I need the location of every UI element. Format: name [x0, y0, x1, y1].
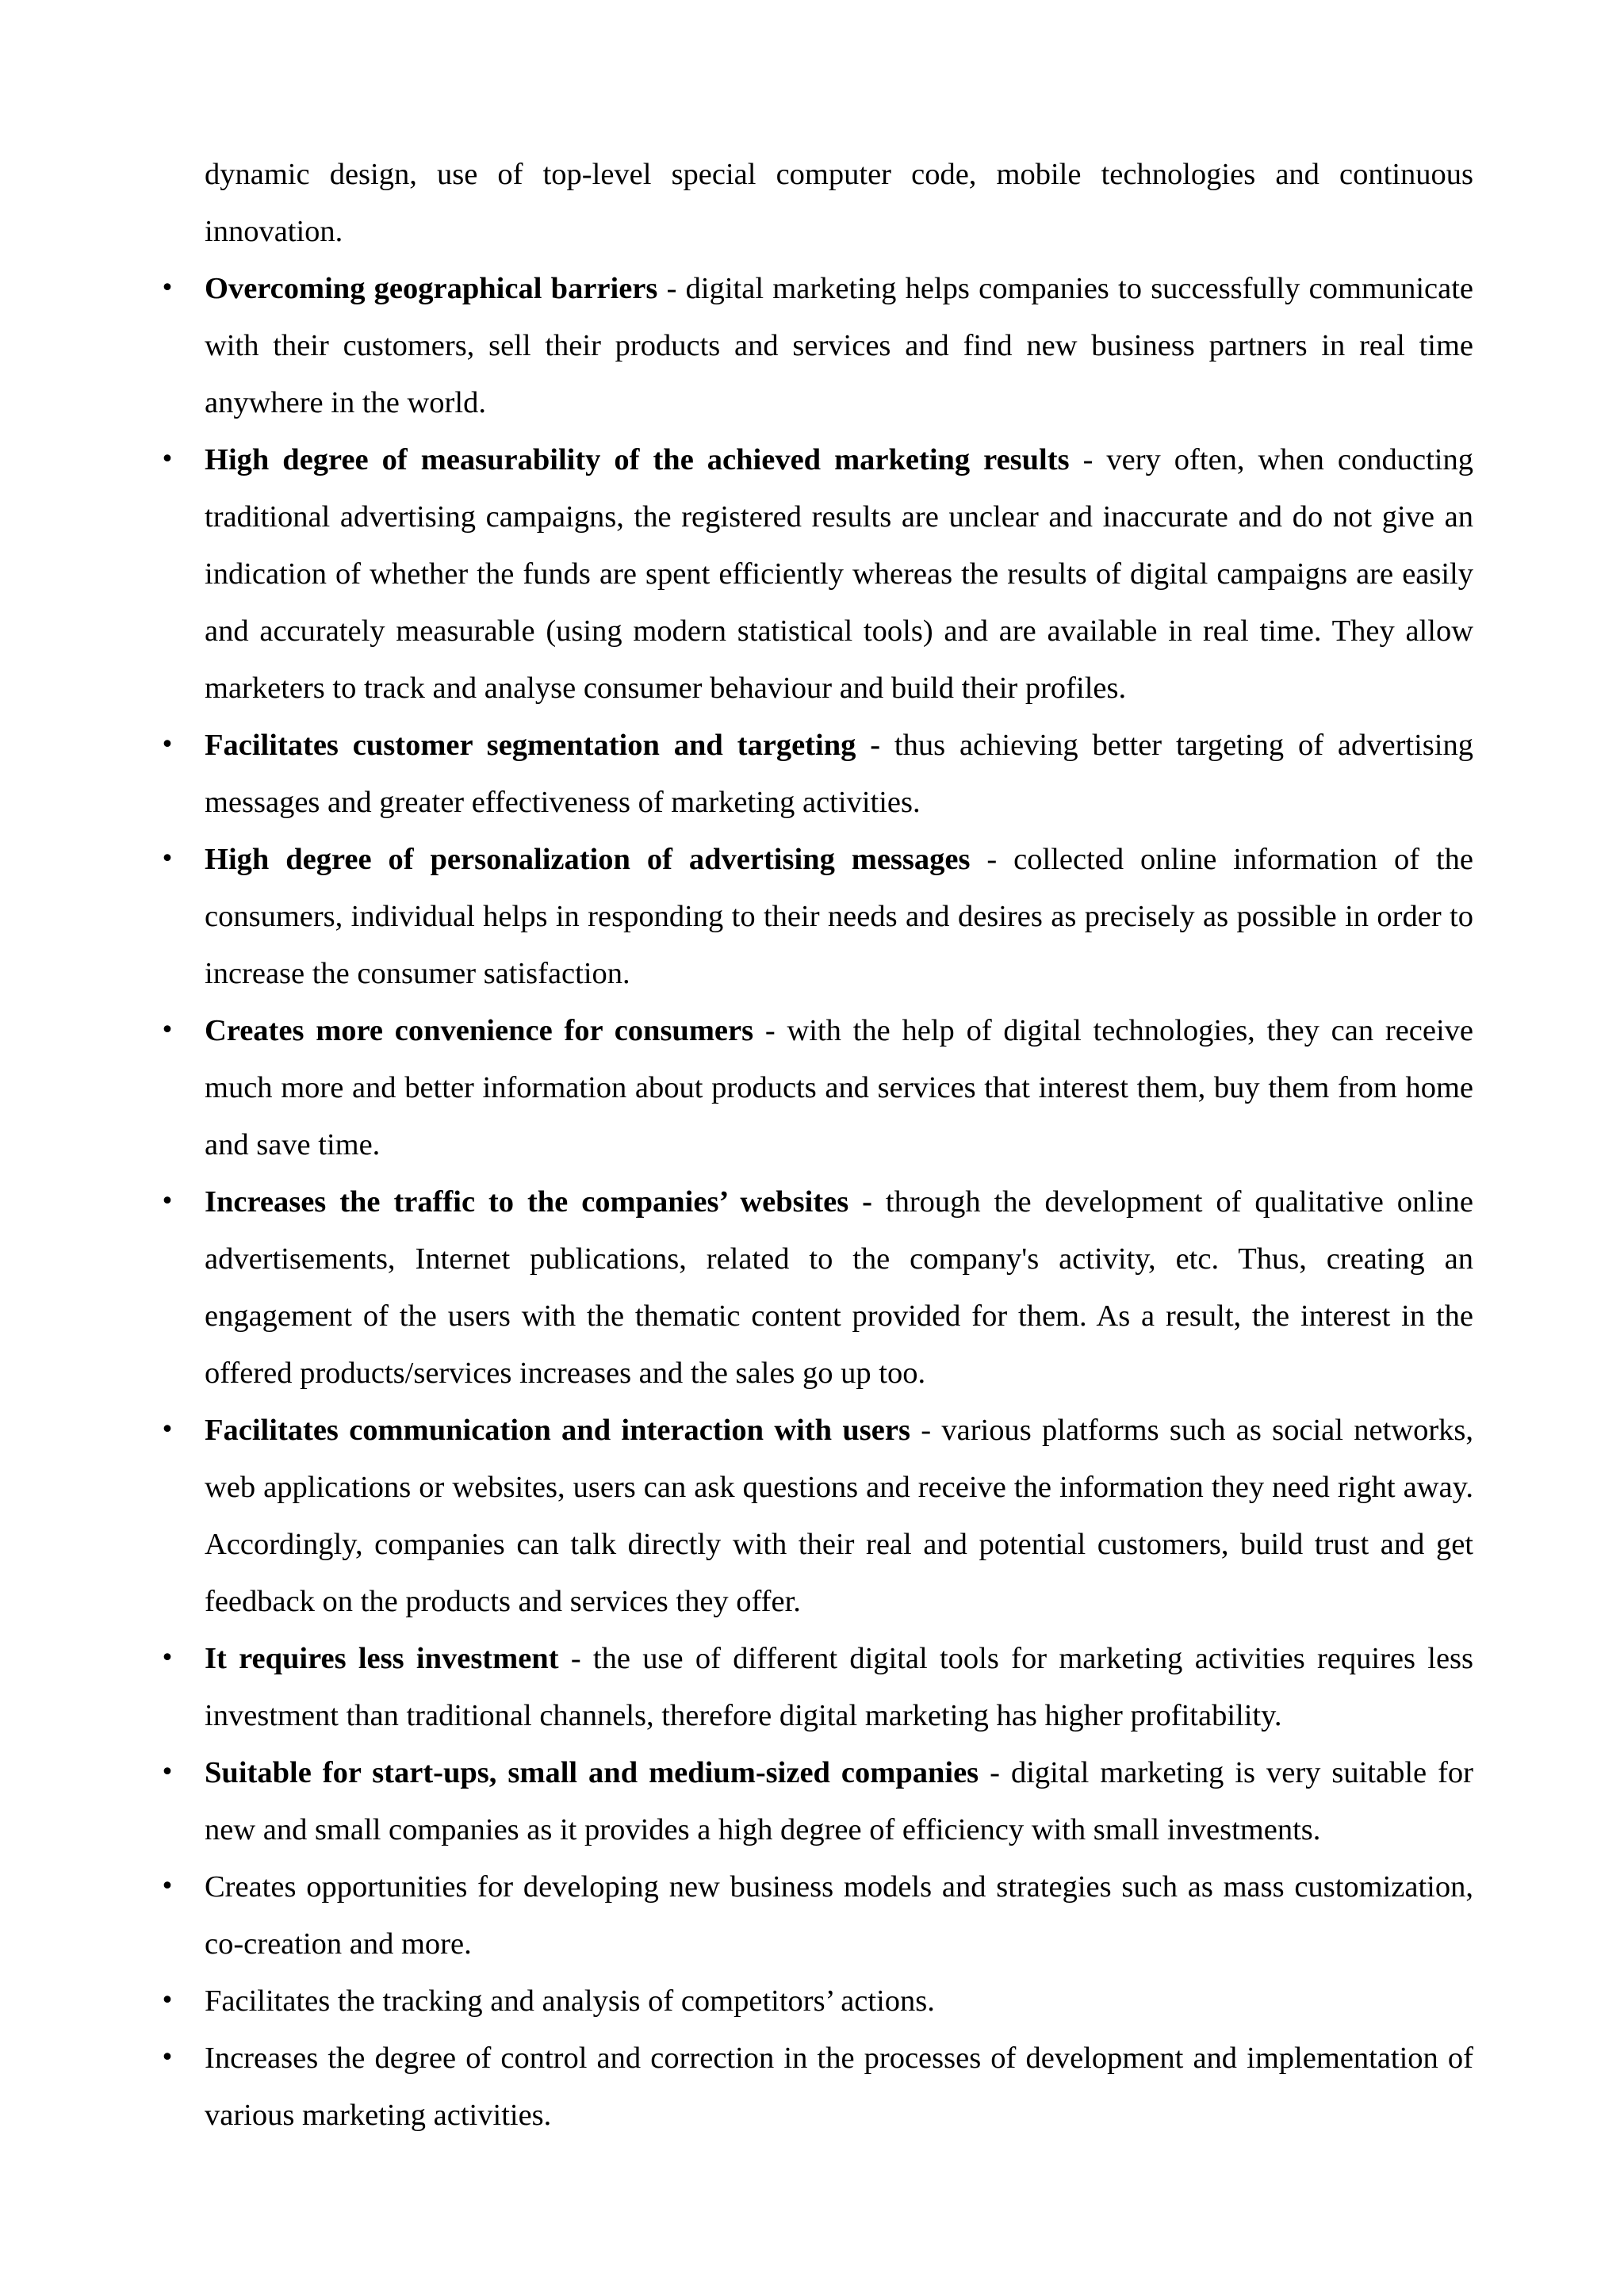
item-text: - with the help of digital technologies, they can receive much more and better information about products and services that interest them, buy them from home and save time. — [205, 1014, 1473, 1161]
list-item — [0, 831, 1624, 1002]
item-term: Facilitates customer segmentation and targeting - — [205, 729, 881, 762]
bullet-icon: • — [160, 1016, 174, 1044]
bullet-icon: • — [160, 845, 174, 873]
item-term: High degree of personalization of advertising messages — [205, 843, 971, 876]
item-text: - collected online information of the consumers, individual helps in responding to their needs and desires as precisely as possible in order to increase the consumer satisfaction. — [205, 843, 1473, 990]
list-item — [0, 1173, 1624, 1402]
item-text: thus achieving better targeting of advertising messages and greater effectiveness of marketing activities. — [205, 729, 1473, 819]
list-item — [0, 2030, 1624, 2144]
list-item — [0, 1002, 1624, 1173]
list-item — [0, 1973, 1624, 2030]
item-text: - various platforms such as social networks, web applications or websites, users can ask questions and receive the information they need right away. Accordingly, companies can talk directly with their real and potential customers, build trust and get feedback on the products and services they offer. — [205, 1414, 1473, 1618]
bullet-icon: • — [160, 2044, 174, 2072]
item-term: Creates more convenience for consumers — [205, 1014, 754, 1047]
lead-paragraph: dynamic design, use of top-level special computer code, mobile technologies and continuous innovation. — [205, 158, 1473, 248]
bullet-icon: • — [160, 274, 174, 302]
item-text: Increases the degree of control and correction in the processes of development and implementation of various marketing activities. — [205, 2042, 1473, 2132]
bullet-icon: • — [160, 446, 174, 473]
item-term: Overcoming geographical barriers — [205, 272, 658, 305]
list-item — [0, 717, 1624, 831]
list-item — [0, 1744, 1624, 1858]
list-item — [0, 1858, 1624, 1973]
item-text: - digital marketing helps companies to successfully communicate with their customers, sell their products and services and find new business partners in real time anywhere in the world. — [205, 272, 1473, 419]
bullet-icon: • — [160, 1416, 174, 1444]
item-text: - digital marketing is very suitable for new and small companies as it provides a high degree of efficiency with small investments. — [205, 1756, 1473, 1846]
item-term: It requires less investment — [205, 1642, 559, 1675]
item-text: Facilitates the tracking and analysis of competitors’ actions. — [205, 1984, 935, 2018]
item-text: - the use of different digital tools for marketing activities requires less investment than traditional channels, therefore digital marketing has higher profitability. — [205, 1642, 1473, 1732]
bullet-icon: • — [160, 1758, 174, 1786]
list-item — [0, 1402, 1624, 1630]
benefits-list — [0, 260, 1624, 2144]
item-term: Increases the traffic to the companies’ websites - — [205, 1185, 872, 1219]
list-item — [0, 260, 1624, 431]
item-term: High degree of measurability of the achieved marketing results — [205, 443, 1070, 476]
bullet-icon: • — [160, 731, 174, 759]
bullet-icon: • — [160, 1987, 174, 2015]
bullet-icon: • — [160, 1188, 174, 1215]
item-term: Suitable for start-ups, small and medium-sized companies — [205, 1756, 979, 1789]
item-term: Facilitates communication and interaction with users — [205, 1414, 910, 1447]
list-item — [0, 431, 1624, 717]
bullet-icon: • — [160, 1873, 174, 1900]
list-item — [0, 1630, 1624, 1744]
item-text: through the development of qualitative online advertisements, Internet publications, related to the company's activity, etc. Thus, creating an engagement of the users with the thematic content provided for them. As a result, the interest in the offered products/services increases and the sales go up too. — [205, 1185, 1473, 1390]
item-text: - very often, when conducting traditional advertising campaigns, the registered results are unclear and inaccurate and do not give an indication of whether the funds are spent efficiently whereas the results of digital campaigns are easily and accurately measurable (using modern statistical tools) and are available in real time. They allow marketers to track and analyse consumer behaviour and build their profiles. — [205, 443, 1473, 705]
item-text: Creates opportunities for developing new business models and strategies such as mass customization, co-creation and more. — [205, 1870, 1473, 1961]
bullet-icon: • — [160, 1644, 174, 1672]
